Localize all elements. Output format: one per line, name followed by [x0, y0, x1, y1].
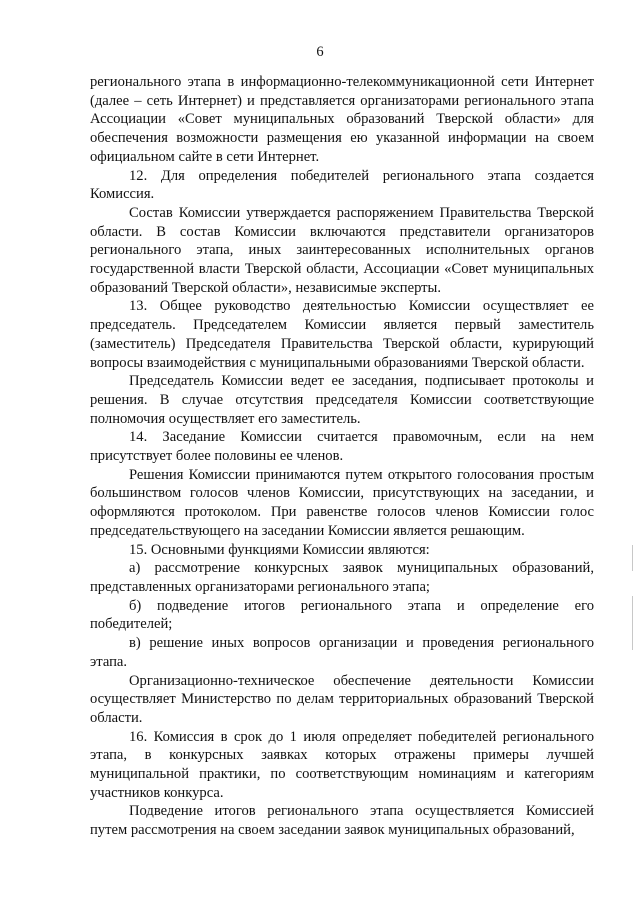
paragraph-item-14: 14. Заседание Комиссии считается правомочным, если на нем присутствует более половины ее членов. — [90, 429, 594, 465]
paragraph-continuation: регионального этапа в информационно-телекоммуникационной сети Интернет (далее – сеть Интернет) и представляется организаторами регионального этапа Ассоциации «Совет муниципальных образований Тверской области» для обеспечения возможности размещения ею указанной информации на своем официальном сайте в сети Интернет. — [90, 74, 594, 165]
paragraph-item-12: 12. Для определения победителей регионального этапа создается Комиссия. — [90, 167, 594, 203]
list-item-v: в) решение иных вопросов организации и проведения регионального этапа. — [90, 635, 594, 670]
paragraph-item-16: 16. Комиссия в срок до 1 июля определяет победителей регионального этапа, в конкурсных заявках которых отражены примеры лучшей муниципальной практики, по соответствующим номинациям и категориям участников конкурса. — [90, 728, 594, 801]
paragraph-organizational-support: Организационно-техническое обеспечение деятельности Комиссии осуществляет Министерство по делам территориальных образований Тверской области. — [90, 672, 594, 726]
scan-margin-mark — [632, 545, 633, 571]
paragraph-decisions: Решения Комиссии принимаются путем открытого голосования простым большинством голосов членов Комиссии, присутствующих на заседании, и оформляются протоколом. При равенстве голосов членов Комиссии голос председательствующего на заседании Комиссии является решающим. — [90, 466, 594, 539]
paragraph-item-13: 13. Общее руководство деятельностью Комиссии осуществляет ее председатель. Председателем Комиссии является первый заместитель (заместитель) Председателя Правительства Тверской области, курирующий вопросы взаимодействия с муниципальными образованиями Тверской области. — [90, 298, 594, 371]
page-number: 6 — [316, 44, 324, 60]
list-item-a: а) рассмотрение конкурсных заявок муниципальных образований, представленных организаторами регионального этапа; — [90, 560, 594, 595]
paragraph-commission-composition: Состав Комиссии утверждается распоряжением Правительства Тверской области. В состав Комиссии включаются представители организаторов регионального этапа, иных заинтересованных исполнительных органов государственной власти Тверской области, Ассоциации «Совет муниципальных образований Тверской области», независимые эксперты. — [90, 204, 594, 296]
paragraph-item-15: 15. Основными функциями Комиссии являются: — [129, 541, 430, 558]
paragraph-summing-up: Подведение итогов регионального этапа осуществляется Комиссией путем рассмотрения на своем заседании заявок муниципальных образований, — [90, 803, 594, 839]
paragraph-chairman-duties: Председатель Комиссии ведет ее заседания, подписывает протоколы и решения. В случае отсутствия председателя Комиссии соответствующие полномочия осуществляет его заместитель. — [90, 373, 594, 427]
scan-margin-mark — [632, 596, 633, 650]
document-body — [90, 73, 594, 840]
list-item-b: б) подведение итогов регионального этапа и определение его победителей; — [90, 597, 594, 633]
